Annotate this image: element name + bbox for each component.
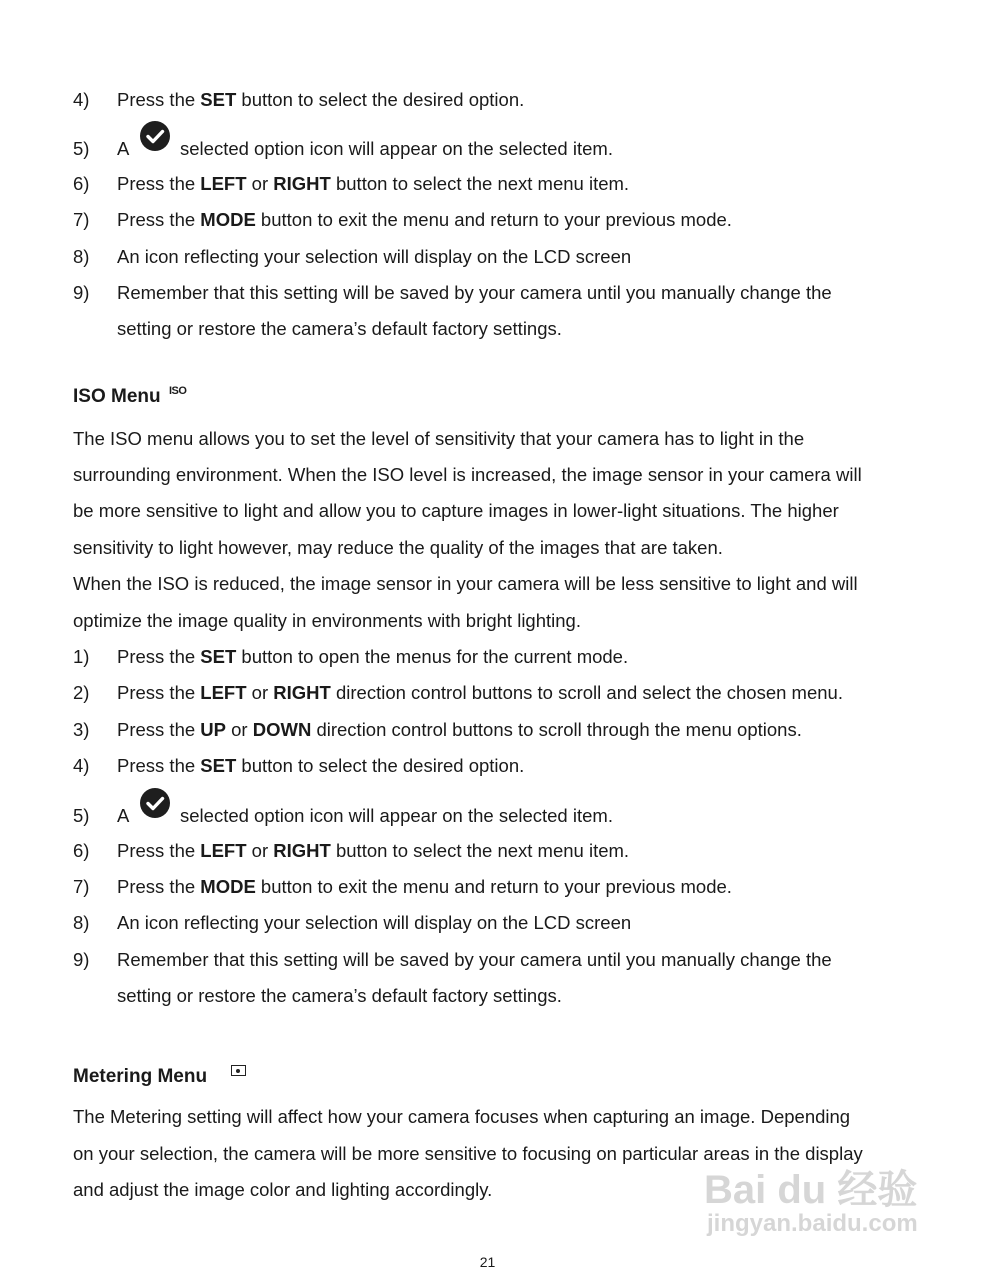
step-number: 5) — [73, 805, 90, 826]
step-number: 6) — [73, 840, 90, 861]
step-text-part: button to select the desired option. — [236, 89, 525, 110]
button-name: LEFT — [200, 682, 247, 703]
step-text-part: button to exit the menu and return to your previous mode. — [255, 876, 732, 897]
step-number: 5) — [73, 138, 90, 159]
button-name: LEFT — [200, 173, 247, 194]
button-name: LEFT — [200, 840, 247, 861]
button-name: SET — [200, 755, 237, 776]
iso-para1-line: be more sensitive to light and allow you to capture images in lower-light situations. The higher — [73, 500, 839, 521]
step-text — [117, 173, 629, 195]
step-number: 2) — [73, 682, 90, 703]
step-text — [117, 282, 832, 304]
baidu-watermark-url: jingyan.baidu.com — [707, 1210, 918, 1237]
step-text-part: button to select the next menu item. — [330, 840, 630, 861]
step-number: 3) — [73, 719, 90, 740]
step-text-part: An icon reflecting your selection will display on the LCD screen — [117, 912, 632, 933]
button-name: UP — [200, 719, 226, 740]
step-number: 1) — [73, 646, 90, 667]
step-number: 9) — [73, 949, 90, 970]
step-number: 6) — [73, 173, 90, 194]
button-name: DOWN — [252, 719, 312, 740]
step-text-part: Press the — [117, 719, 201, 740]
button-name: SET — [200, 646, 237, 667]
step-text: A — [117, 138, 130, 159]
step-text-part: Press the — [117, 876, 201, 897]
step-text-part: Press the — [117, 209, 201, 230]
step-text — [117, 209, 732, 231]
step-text-part: Press the — [117, 755, 201, 776]
step-text-part: button to open the menus for the current mode. — [236, 646, 629, 667]
button-name: MODE — [200, 209, 256, 230]
step-text-part: button to select the desired option. — [236, 755, 525, 776]
step-text — [117, 719, 802, 741]
step-text-part: Remember that this setting will be saved by your camera until you manually change the — [117, 949, 832, 970]
iso-para1-line: The ISO menu allows you to set the level of sensitivity that your camera has to light in the — [73, 428, 805, 449]
step-text-part: button to select the next menu item. — [330, 173, 630, 194]
step-text-part: or — [246, 682, 274, 703]
step-text-part: Press the — [117, 89, 201, 110]
spot-metering-icon — [231, 1065, 246, 1076]
step-text — [117, 912, 631, 934]
checkmark-icon — [140, 121, 170, 151]
iso-icon: ISO — [169, 385, 187, 397]
step-text-part: or — [226, 719, 253, 740]
iso-para1-line: surrounding environment. When the ISO level is increased, the image sensor in your camera will — [73, 464, 862, 485]
step-number: 4) — [73, 755, 90, 776]
step-text — [117, 755, 524, 777]
button-name: MODE — [200, 876, 256, 897]
iso-para2-line: When the ISO is reduced, the image sensor in your camera will be less sensitive to light and will — [73, 573, 858, 594]
metering-menu-heading — [73, 1066, 207, 1088]
step-text-part: button to exit the menu and return to your previous mode. — [255, 209, 732, 230]
iso-menu-heading — [73, 386, 161, 408]
step-text-continued: setting or restore the camera’s default factory settings. — [117, 985, 562, 1006]
step-number: 8) — [73, 246, 90, 267]
button-name: RIGHT — [273, 840, 331, 861]
baidu-watermark-logo: Bai du 经验 — [704, 1168, 918, 1212]
step-text-part: Press the — [117, 682, 201, 703]
step-text: selected option icon will appear on the selected item. — [180, 805, 613, 826]
step-number: 7) — [73, 876, 90, 897]
metering-menu-title: Metering Menu — [73, 1066, 208, 1087]
step-text-part: Press the — [117, 840, 201, 861]
button-name: RIGHT — [273, 173, 331, 194]
button-name: SET — [200, 89, 237, 110]
step-text: A — [117, 805, 130, 826]
checkmark-icon — [140, 788, 170, 818]
step-number: 7) — [73, 209, 90, 230]
step-text-continued: setting or restore the camera’s default factory settings. — [117, 318, 562, 339]
step-text-part: Press the — [117, 173, 201, 194]
step-text — [117, 876, 732, 898]
step-number: 4) — [73, 89, 90, 110]
step-text-part: direction control buttons to scroll through the menu options. — [311, 719, 802, 740]
step-text-part: Remember that this setting will be saved by your camera until you manually change the — [117, 282, 832, 303]
iso-para1-line: sensitivity to light however, may reduce the quality of the images that are taken. — [73, 537, 723, 558]
step-number: 8) — [73, 912, 90, 933]
step-text — [117, 246, 631, 268]
iso-para2-line: optimize the image quality in environments with bright lighting. — [73, 610, 581, 631]
step-text-part: direction control buttons to scroll and select the chosen menu. — [330, 682, 843, 703]
iso-menu-title: ISO Menu — [73, 386, 161, 407]
button-name: RIGHT — [273, 682, 331, 703]
step-text: selected option icon will appear on the selected item. — [180, 138, 613, 159]
step-text — [117, 682, 843, 704]
step-text — [117, 949, 832, 971]
step-text — [117, 89, 524, 111]
metering-para-line: and adjust the image color and lighting accordingly. — [73, 1179, 493, 1200]
step-text-part: Press the — [117, 646, 201, 667]
step-text-part: or — [246, 173, 274, 194]
metering-para-line: The Metering setting will affect how your camera focuses when capturing an image. Depending — [73, 1106, 851, 1127]
step-number: 9) — [73, 282, 90, 303]
step-text-part: or — [246, 840, 274, 861]
step-text — [117, 646, 628, 668]
metering-para-line: on your selection, the camera will be more sensitive to focusing on particular areas in the display — [73, 1143, 863, 1164]
step-text-part: An icon reflecting your selection will display on the LCD screen — [117, 246, 632, 267]
step-text — [117, 840, 629, 862]
page-number: 21 — [479, 1254, 496, 1270]
